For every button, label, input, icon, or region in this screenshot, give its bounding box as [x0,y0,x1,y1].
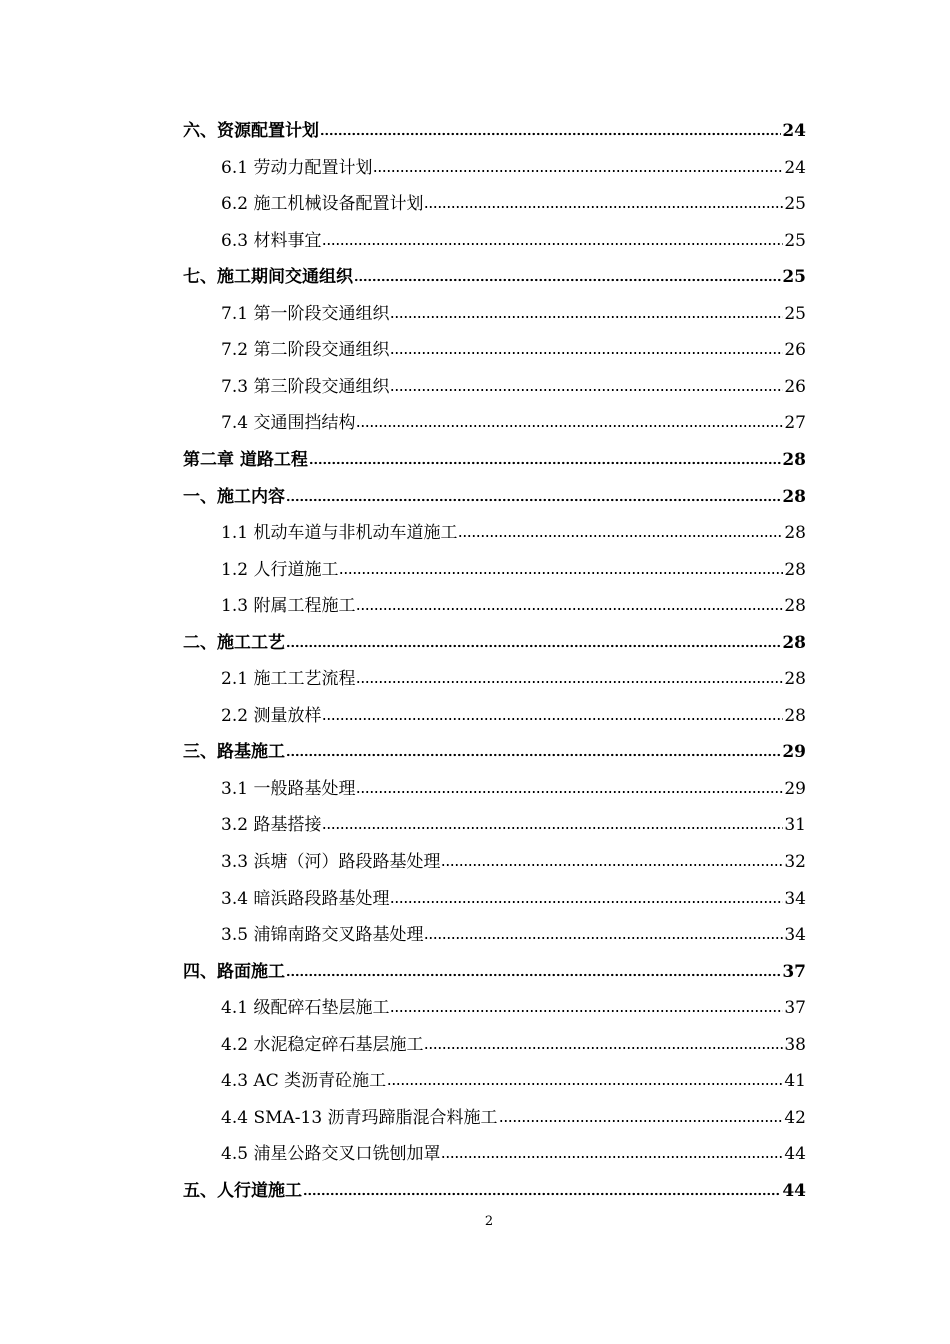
toc-entry-page: 24 [782,121,806,141]
toc-heading-entry[interactable] [183,733,806,763]
toc-heading-entry[interactable] [183,1172,806,1202]
toc-entry-page: 28 [782,449,806,470]
toc-entry-page: 25 [784,303,806,324]
toc-entry-page: 28 [782,632,806,653]
toc-entry-title: 三、路基施工 [183,742,285,763]
toc-dot-leader [390,899,783,905]
toc-entry-page: 31 [784,815,806,836]
toc-subentry[interactable] [221,916,806,946]
toc-subentry[interactable] [221,587,806,617]
toc-dot-leader [309,460,781,466]
toc-entry-title: 二、施工工艺 [183,632,285,653]
toc-subentry[interactable] [221,1099,806,1129]
toc-entry-title: 6.2 施工机械设备配置计划 [221,194,424,215]
toc-entry-title: 3.5 浦锦南路交叉路基处理 [221,925,424,946]
page-number: 2 [484,1214,494,1229]
toc-dot-leader [286,643,781,649]
toc-dot-leader [356,789,783,795]
toc-entry-page: 28 [784,596,806,617]
toc-dot-leader [390,314,783,320]
toc-entry-page: 44 [782,1180,806,1201]
toc-entry-title: 一、施工内容 [183,486,285,507]
toc-entry-title: 6.1 劳动力配置计划 [221,157,373,178]
toc-dot-leader [458,533,783,539]
toc-dot-leader [387,1081,783,1087]
toc-entry-title: 2.1 施工工艺流程 [221,669,356,690]
toc-dot-leader [390,1008,783,1014]
toc-entry-page: 34 [784,888,806,909]
toc-heading-entry[interactable] [183,258,806,288]
toc-dot-leader [424,1045,783,1051]
toc-dot-leader [286,752,781,758]
toc-dot-leader [499,1118,784,1124]
toc-dot-leader [322,825,783,831]
toc-entry-title: 四、路面施工 [183,961,285,982]
toc-dot-leader [356,606,783,612]
toc-entry-title: 4.1 级配碎石垫层施工 [221,998,390,1019]
toc-entry-page: 44 [784,1144,806,1165]
toc-dot-leader [390,350,783,356]
toc-dot-leader [441,862,783,868]
toc-dot-leader [286,497,781,503]
toc-entry-title: 2.2 测量放样 [221,705,322,726]
toc-entry-title: 1.3 附属工程施工 [221,596,356,617]
toc-entry-title: 1.1 机动车道与非机动车道施工 [221,523,458,544]
toc-entry-page: 32 [784,852,806,872]
toc-entry-page: 37 [782,961,806,982]
toc-dot-leader [424,204,783,210]
toc-entry-page: 29 [782,742,806,763]
toc-dot-leader [354,277,781,283]
toc-heading-entry[interactable] [183,441,806,471]
toc-entry-title: 六、资源配置计划 [183,121,319,141]
toc-heading-entry[interactable] [183,112,806,142]
toc-entry-title: 3.1 一般路基处理 [221,778,356,799]
toc-entry-page: 28 [784,559,806,580]
toc-dot-leader [373,168,783,174]
toc-subentry[interactable] [221,770,806,800]
toc-subentry[interactable] [221,880,806,910]
toc-entry-page: 38 [784,1034,806,1055]
toc-entry-page: 26 [784,376,806,397]
toc-entry-title: 3.2 路基搭接 [221,815,322,836]
toc-subentry[interactable] [221,1135,806,1165]
toc-entry-page: 29 [784,778,806,799]
toc-subentry[interactable] [221,551,806,581]
toc-entry-page: 25 [784,194,806,215]
toc-entry-title: 7.3 第三阶段交通组织 [221,376,390,397]
toc-dot-leader [424,935,783,941]
toc-entry-title: 七、施工期间交通组织 [183,267,353,288]
toc-entry-page: 41 [784,1071,806,1092]
toc-entry-title: 1.2 人行道施工 [221,559,339,580]
toc-dot-leader [322,241,783,247]
toc-entry-page: 34 [784,925,806,946]
toc-subentry[interactable] [221,514,806,544]
toc-entry-title: 7.2 第二阶段交通组织 [221,340,390,361]
toc-entry-page: 37 [784,998,806,1019]
toc-entry-title: 6.3 材料事宜 [221,230,322,251]
toc-subentry[interactable] [221,295,806,325]
toc-entry-page: 26 [784,340,806,361]
toc-dot-leader [390,387,783,393]
toc-dot-leader [322,716,783,722]
toc-entry-page: 24 [784,157,806,178]
toc-entry-title: 7.4 交通围挡结构 [221,413,356,434]
toc-entry-title: 第二章 道路工程 [183,449,308,470]
toc-entry-page: 25 [782,267,806,288]
toc-entry-title: 4.4 SMA-13 沥青玛蹄脂混合料施工 [221,1107,498,1128]
toc-subentry[interactable] [221,989,806,1019]
toc-entry-page: 28 [784,523,806,544]
toc-subentry[interactable] [221,806,806,836]
toc-entry-page: 28 [784,669,806,690]
toc-dot-leader [303,1191,781,1197]
toc-entry-page: 25 [784,230,806,251]
toc-subentry[interactable] [221,222,806,252]
toc-subentry[interactable] [221,843,806,873]
toc-dot-leader [441,1154,783,1160]
toc-subentry[interactable] [221,1026,806,1056]
toc-dot-leader [339,570,783,576]
toc-entry-title: 3.3 浜塘（河）路段路基处理 [221,852,441,872]
toc-subentry[interactable] [221,149,806,179]
toc-dot-leader [286,972,781,978]
toc-entry-page: 28 [782,486,806,507]
toc-entry-title: 4.5 浦星公路交叉口铣刨加罩 [221,1144,441,1165]
toc-entry-title: 4.2 水泥稳定碎石基层施工 [221,1034,424,1055]
toc-entry-page: 27 [784,413,806,434]
toc-dot-leader [320,131,781,137]
toc-subentry[interactable] [221,404,806,434]
toc-subentry[interactable] [221,660,806,690]
toc-heading-entry[interactable] [183,478,806,508]
toc-subentry[interactable] [221,331,806,361]
toc-dot-leader [356,423,783,429]
toc-heading-entry[interactable] [183,953,806,983]
toc-entry-title: 7.1 第一阶段交通组织 [221,303,390,324]
toc-entry-page: 28 [784,705,806,726]
toc-dot-leader [356,679,783,685]
toc-subentry[interactable] [221,697,806,727]
toc-entry-title: 3.4 暗浜路段路基处理 [221,888,390,909]
toc-entry-title: 4.3 AC 类沥青砼施工 [221,1071,387,1092]
toc-heading-entry[interactable] [183,624,806,654]
toc-subentry[interactable] [221,368,806,398]
toc-entry-page: 42 [784,1107,806,1128]
toc-subentry[interactable] [221,1062,806,1092]
toc-entry-title: 五、人行道施工 [183,1180,302,1201]
toc-subentry[interactable] [221,185,806,215]
